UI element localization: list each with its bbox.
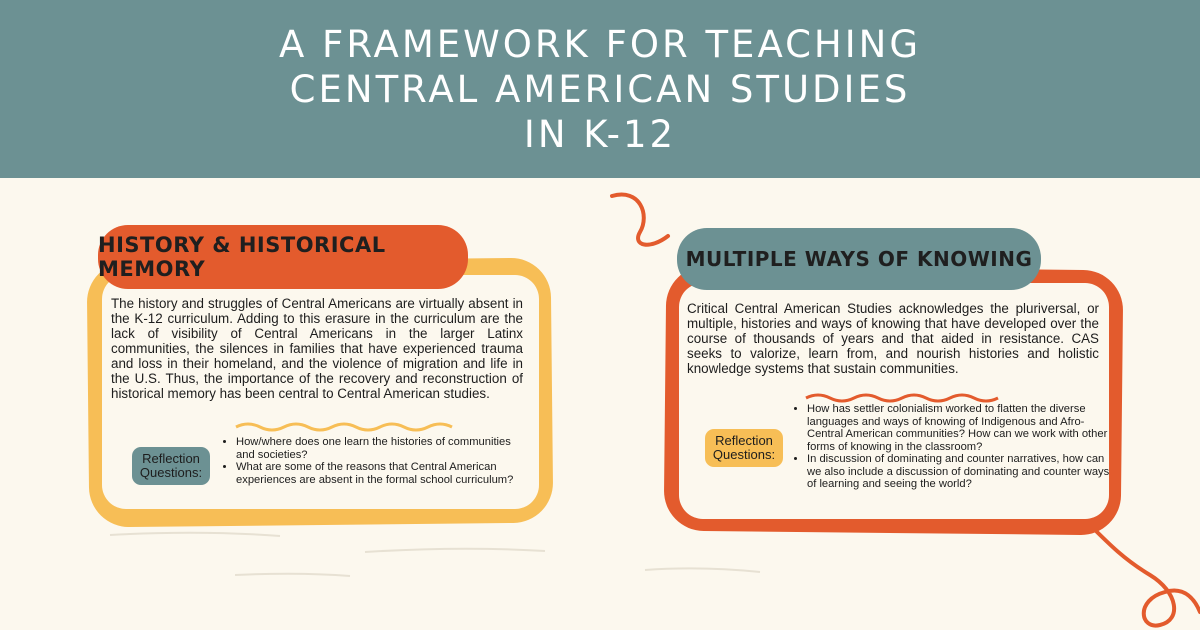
- right-reflection-badge: [705, 429, 783, 467]
- sketch-line-3: [645, 568, 760, 572]
- right-question-list: [793, 403, 1112, 491]
- page-title-line-2: CENTRAL AMERICAN STUDIES: [289, 67, 911, 111]
- list-item: • What are some of the reasons that Central American experiences are absent in the formal school curriculum?: [236, 461, 526, 486]
- left-card-description: The history and struggles of Central Americans are virtually absent in the K-12 curriculum. Adding to this erasure in the curriculum are the lack of visibility of Central Americans in the larger Latinx communities, the silences in families that have experienced trauma and loss in their homeland, and the violence of migration and life in the U.S. Thus, the importance of the recovery and reconstruction of historical memory has been central to Central American studies.: [111, 296, 523, 401]
- curl-top-squiggle: [612, 195, 668, 245]
- sketch-line-1: [110, 533, 280, 536]
- left-card-title: HISTORY & HISTORICAL MEMORY: [98, 225, 468, 289]
- right-reflection-line-2: Questions:: [712, 447, 776, 462]
- right-reflection-line-1: Reflection: [715, 433, 773, 448]
- left-reflection-line-2: Questions:: [139, 465, 203, 480]
- page-title-line-1: A FRAMEWORK FOR TEACHING: [278, 22, 922, 66]
- right-card-description: Critical Central American Studies acknowledges the pluriversal, or multiple, histories and ways of knowing that have developed over the course of thousands of years and that aided in resistance. CAS seeks to valorize, learn from, and nourish histories and holistic knowledge systems that sustain communities.: [687, 301, 1099, 376]
- left-reflection-line-1: Reflection: [142, 451, 200, 466]
- page-title-line-3: IN K-12: [523, 112, 677, 156]
- list-item: • How/where does one learn the histories of communities and societies?: [236, 436, 526, 461]
- right-card-title: MULTIPLE WAYS OF KNOWING: [677, 228, 1041, 290]
- list-item: • How has settler colonialism worked to flatten the diverse languages and ways of knowing of Indigenous and Afro-Central American communities? How can we work with other forms of knowing in the classroom?: [807, 403, 1112, 453]
- sketch-line-2: [365, 549, 545, 552]
- list-item: • In discussion of dominating and counter narratives, how can we also include a discussion of dominating and counter ways of learning and seeing the world?: [807, 453, 1112, 491]
- left-reflection-badge: [132, 447, 210, 485]
- sketch-line-4: [235, 574, 350, 576]
- left-question-list: [222, 436, 526, 486]
- curl-bottom-squiggle: [1090, 525, 1200, 626]
